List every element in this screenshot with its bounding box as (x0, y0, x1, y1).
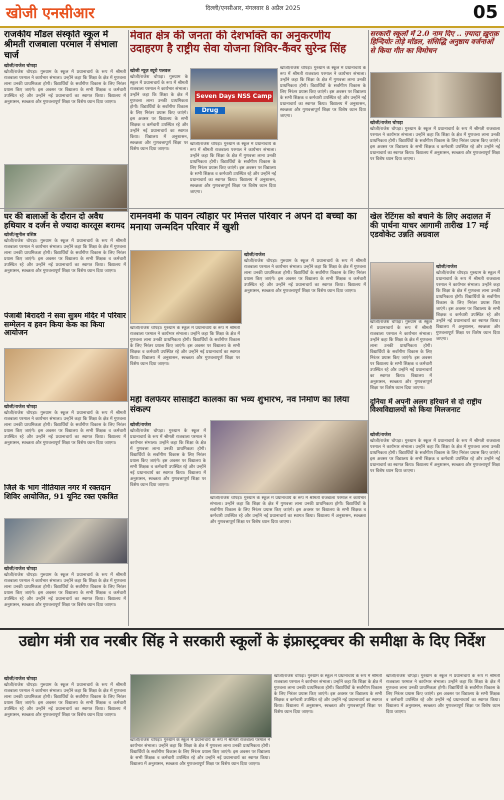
photo-nss-camp (190, 68, 278, 140)
article-song-release (370, 30, 500, 70)
masthead (0, 0, 504, 28)
body-text: खोजी/राजेश चोपड़ा। गुरुग्राम के स्कूल में प्रधानाचार्य के रूप में श्रीमती राजबाला परमाल ने कार्यभार संभाला। उन्होंने कहा कि शिक्षा के क्षेत्र में गुणवत्ता लाना उनकी प्राथमिकता होगी। विद्यार्थियों के सर्वांगीण विकास के लिए निरंतर प्रयास किए जाएंगे। इस अवसर पर विद्यालय के सभी शिक्षक व कर्मचारी उपस्थित रहे और उन्होंने नई प्रधानाचार्य का स्वागत किया। विद्यालय में अनुशासन, स्वच्छता और गुणवत्तापूर्ण शिक्षा पर विशेष ध्यान दिया जाएगा। (4, 683, 126, 718)
byline: खोजी न्यूज़ ब्यूरो पलवल (130, 69, 171, 74)
photo-school (4, 164, 128, 212)
article-minister-text-right (386, 674, 500, 796)
body-text: खोजी/राजेश चोपड़ा। गुरुग्राम के स्कूल में प्रधानाचार्य के रूप में श्रीमती राजबाला परमाल ने कार्यभार संभाला। उन्होंने कहा कि शिक्षा के क्षेत्र में गुणवत्ता लाना उनकी प्राथमिकता होगी। विद्यार्थियों के सर्वांगीण विकास के लिए निरंतर प्रयास किए जाएंगे। इस अवसर पर विद्यालय के सभी शिक्षक व कर्मचारी उपस्थित रहे और उन्होंने नई प्रधानाचार्य का स्वागत किया। विद्यालय में अनुशासन, स्वच्छता और गुणवत्तापूर्ण शिक्षा पर विशेष ध्यान दिया जाएगा। (4, 239, 126, 275)
banner-sub: Drug (195, 107, 225, 114)
headline: उद्योग मंत्री राव नरबीर सिंह ने सरकारी स्कूलों के इंफ्रास्ट्रक्चर की समीक्षा के दिए निर्देश (18, 632, 486, 650)
article-ramnavami-text (244, 250, 366, 392)
body-text: खोजी/राजेश चोपड़ा। गुरुग्राम के स्कूल में प्रधानाचार्य के रूप में श्रीमती राजबाला परमाल ने कार्यभार संभाला। उन्होंने कहा कि शिक्षा के क्षेत्र में गुणवत्ता लाना उनकी प्राथमिकता होगी। विद्यार्थियों के सर्वांगीण विकास के लिए निरंतर प्रयास किए जाएंगे। इस अवसर पर विद्यालय के सभी शिक्षक व कर्मचारी उपस्थित रहे और उन्होंने नई प्रधानाचार्य का स्वागत किया। विद्यालय में अनुशासन, स्वच्छता और गुणवत्तापूर्ण शिक्षा पर विशेष ध्यान दिया जाएगा। (210, 496, 366, 525)
article-minister-text-left (4, 674, 126, 796)
article-ramnavami-text-2 (130, 326, 240, 392)
article-weapons-recovered (4, 212, 126, 312)
photo-punjabi-community (4, 348, 128, 402)
headline: खेल रेटिंगस को बचाने के लिए अदालत में की पार्थना याचर आगामी तारीख 17 मई एडवोकेट उन्नति अग्रवाल (370, 212, 491, 240)
headline: घर की बालाओं के दौरान दो अवैध हथियार व दर्जन से ज्यादा कारतूस बरामद (4, 212, 125, 231)
photo-blood-donation (4, 518, 128, 564)
byline: खोजी/राजेश चोपड़ा (4, 677, 37, 682)
body-text: खोजी/राजेश चोपड़ा। गुरुग्राम के स्कूल में प्रधानाचार्य के रूप में श्रीमती राजबाला परमाल ने कार्यभार संभाला। उन्होंने कहा कि शिक्षा के क्षेत्र में गुणवत्ता लाना उनकी प्राथमिकता होगी। विद्यार्थियों के सर्वांगीण विकास के लिए निरंतर प्रयास किए जाएंगे। इस अवसर पर विद्यालय के सभी शिक्षक व कर्मचारी उपस्थित रहे और उन्होंने नई प्रधानाचार्य का स्वागत किया। विद्यालय में अनुशासन, स्वच्छता और गुणवत्तापूर्ण शिक्षा पर विशेष ध्यान दिया जाएगा। (244, 259, 366, 294)
article-nss-camp (130, 30, 366, 66)
article-welfare-text-2 (210, 496, 366, 626)
article-punjabi-text (4, 402, 126, 482)
article-court-text (436, 262, 500, 394)
body-text: खोजी/राजेश चोपड़ा। गुरुग्राम के स्कूल में प्रधानाचार्य के रूप में श्रीमती राजबाला परमाल ने कार्यभार संभाला। उन्होंने कहा कि शिक्षा के क्षेत्र में गुणवत्ता लाना उनकी प्राथमिकता होगी। विद्यार्थियों के सर्वांगीण विकास के लिए निरंतर प्रयास किए जाएंगे। इस अवसर पर विद्यालय के सभी शिक्षक व कर्मचारी उपस्थित रहे और उन्होंने नई प्रधानाचार्य का स्वागत किया। विद्यालय में अनुशासन, स्वच्छता और गुणवत्तापूर्ण शिक्षा पर विशेष ध्यान दिया जाएगा। (130, 429, 206, 488)
article-universities-text (370, 430, 500, 626)
byline: खोजी/राजेश (244, 253, 265, 258)
body-text: खोजी/राजेश चोपड़ा। गुरुग्राम के स्कूल में प्रधानाचार्य के रूप में श्रीमती राजबाला परमाल ने कार्यभार संभाला। उन्होंने कहा कि शिक्षा के क्षेत्र में गुणवत्ता लाना उनकी प्राथमिकता होगी। विद्यार्थियों के सर्वांगीण विकास के लिए निरंतर प्रयास किए जाएंगे। इस अवसर पर विद्यालय के सभी शिक्षक व कर्मचारी उपस्थित रहे और उन्होंने नई प्रधानाचार्य का स्वागत किया। विद्यालय में अनुशासन, स्वच्छता और गुणवत्तापूर्ण शिक्षा पर विशेष ध्यान दिया जाएगा। (370, 320, 432, 391)
column-divider (128, 30, 129, 626)
byline: खोजी/राजेश चोपड़ा (4, 64, 37, 70)
article-nss-text-2 (280, 66, 366, 202)
headline: मही वेलफेयर सोसाईटी कालका का भव्य शुभारंभ, नव निर्माण का लिया संकल्प (130, 396, 350, 415)
headline: राजकीय मॉडल संस्कृति स्कूल में श्रीमती राजबाला परमाल ने संभाला चार्ज (4, 30, 118, 61)
article-court (370, 212, 500, 260)
headline: जिले के भाग नीतियाल नगर में रक्तदान शिविर आयोजित, 91 यूनिट रक्त एकत्रित (4, 484, 118, 501)
body-text: खोजी/राजेश चोपड़ा। गुरुग्राम के स्कूल में प्रधानाचार्य के रूप में श्रीमती राजबाला परमाल ने कार्यभार संभाला। उन्होंने कहा कि शिक्षा के क्षेत्र में गुणवत्ता लाना उनकी प्राथमिकता होगी। विद्यार्थियों के सर्वांगीण विकास के लिए निरंतर प्रयास किए जाएंगे। इस अवसर पर विद्यालय के सभी शिक्षक व कर्मचारी उपस्थित रहे और उन्होंने नई प्रधानाचार्य का स्वागत किया। विद्यालय में अनुशासन, स्वच्छता और गुणवत्तापूर्ण शिक्षा पर विशेष ध्यान दिया जाएगा। (4, 573, 126, 608)
page-number: 05 (472, 2, 498, 23)
byline: खोजी/राजेश चोपड़ा (4, 405, 37, 410)
article-blood-text (4, 564, 126, 626)
article-minister-text-mid (274, 674, 382, 796)
body-text: खोजी/राजेश चोपड़ा। गुरुग्राम के स्कूल में प्रधानाचार्य के रूप में श्रीमती राजबाला परमाल ने कार्यभार संभाला। उन्होंने कहा कि शिक्षा के क्षेत्र में गुणवत्ता लाना उनकी प्राथमिकता होगी। विद्यार्थियों के सर्वांगीण विकास के लिए निरंतर प्रयास किए जाएंगे। इस अवसर पर विद्यालय के सभी शिक्षक व कर्मचारी उपस्थित रहे और उन्होंने नई प्रधानाचार्य का स्वागत किया। विद्यालय में अनुशासन, स्वच्छता और गुणवत्तापूर्ण शिक्षा पर विशेष ध्यान दिया जाएगा। (130, 75, 188, 152)
body-text: खोजी/राजेश चोपड़ा। गुरुग्राम के स्कूल में प्रधानाचार्य के रूप में श्रीमती राजबाला परमाल ने कार्यभार संभाला। उन्होंने कहा कि शिक्षा के क्षेत्र में गुणवत्ता लाना उनकी प्राथमिकता होगी। विद्यार्थियों के सर्वांगीण विकास के लिए निरंतर प्रयास किए जाएंगे। इस अवसर पर विद्यालय के सभी शिक्षक व कर्मचारी उपस्थित रहे और उन्होंने नई प्रधानाचार्य का स्वागत किया। विद्यालय में अनुशासन, स्वच्छता और गुणवत्तापूर्ण शिक्षा पर विशेष ध्यान दिया जाएगा। (370, 439, 500, 474)
headline: दुनिया में अपनी अलग हरियाने से दो राष्ट्रीय विश्वविद्यालयों को किया मिलजनाट (370, 398, 482, 415)
byline: खोजी/राजेश (436, 265, 457, 270)
article-nss-text-3 (190, 142, 276, 202)
photo-ramnavami (130, 250, 242, 324)
article-ramnavami (130, 212, 366, 248)
issue-date: दिल्ली/एनसीआर, मंगलवार 8 अप्रैल 2025 (205, 5, 301, 12)
body-text: खोजी/राजेश चोपड़ा। गुरुग्राम के स्कूल में प्रधानाचार्य के रूप में श्रीमती राजबाला परमाल ने कार्यभार संभाला। उन्होंने कहा कि शिक्षा के क्षेत्र में गुणवत्ता लाना उनकी प्राथमिकता होगी। विद्यार्थियों के सर्वांगीण विकास के लिए निरंतर प्रयास किए जाएंगे। इस अवसर पर विद्यालय के सभी शिक्षक व कर्मचारी उपस्थित रहे और उन्होंने नई प्रधानाचार्य का स्वागत किया। विद्यालय में अनुशासन, स्वच्छता और गुणवत्तापूर्ण शिक्षा पर विशेष ध्यान दिया जाएगा। (130, 326, 240, 367)
headline: पंजाबी बिरादरी ने सवा सुत्रम मंदिर में परिवार सम्मेलन व हवन किया केक का किया आयोजन (4, 312, 126, 338)
photo-song-release (370, 72, 502, 118)
body-text: खोजी/राजेश चोपड़ा। गुरुग्राम के स्कूल में प्रधानाचार्य के रूप में श्रीमती राजबाला परमाल ने कार्यभार संभाला। उन्होंने कहा कि शिक्षा के क्षेत्र में गुणवत्ता लाना उनकी प्राथमिकता होगी। विद्यार्थियों के सर्वांगीण विकास के लिए निरंतर प्रयास किए जाएंगे। इस अवसर पर विद्यालय के सभी शिक्षक व कर्मचारी उपस्थित रहे और उन्होंने नई प्रधानाचार्य का स्वागत किया। विद्यालय में अनुशासन, स्वच्छता और गुणवत्तापूर्ण शिक्षा पर विशेष ध्यान दिया जाएगा। (130, 738, 270, 767)
article-song-text (370, 118, 500, 210)
byline: खोजी/राजेश (130, 423, 151, 428)
body-text: खोजी/राजेश चोपड़ा। गुरुग्राम के स्कूल में प्रधानाचार्य के रूप में श्रीमती राजबाला परमाल ने कार्यभार संभाला। उन्होंने कहा कि शिक्षा के क्षेत्र में गुणवत्ता लाना उनकी प्राथमिकता होगी। विद्यार्थियों के सर्वांगीण विकास के लिए निरंतर प्रयास किए जाएंगे। इस अवसर पर विद्यालय के सभी शिक्षक व कर्मचारी उपस्थित रहे और उन्होंने नई प्रधानाचार्य का स्वागत किया। विद्यालय में अनुशासन, स्वच्छता और गुणवत्तापूर्ण शिक्षा पर विशेष ध्यान दिया जाएगा। (280, 66, 366, 119)
article-nss-text (130, 66, 188, 202)
byline: खोजी/सुनील वशिष्ठ (4, 233, 37, 239)
headline: मेवात क्षेत्र की जनता की देशभक्ति का अनुकरणीय उदाहरण है राष्ट्रीय सेवा योजना शिविर-कैंवर सुरेन्द्र सिंह (130, 30, 347, 55)
headline: रामनवमी के पावन त्यौहार पर मित्तल परिवार ने अपने दो बच्चों का मनाया जन्मदिन परिवार में खुशी (130, 212, 357, 233)
body-text: खोजी/राजेश चोपड़ा। गुरुग्राम के स्कूल में प्रधानाचार्य के रूप में श्रीमती राजबाला परमाल ने कार्यभार संभाला। उन्होंने कहा कि शिक्षा के क्षेत्र में गुणवत्ता लाना उनकी प्राथमिकता होगी। विद्यार्थियों के सर्वांगीण विकास के लिए निरंतर प्रयास किए जाएंगे। इस अवसर पर विद्यालय के सभी शिक्षक व कर्मचारी उपस्थित रहे और उन्होंने नई प्रधानाचार्य का स्वागत किया। विद्यालय में अनुशासन, स्वच्छता और गुणवत्तापूर्ण शिक्षा पर विशेष ध्यान दिया जाएगा। (4, 411, 126, 446)
photo-welfare-society (210, 420, 368, 494)
byline: खोजी/राजेश चोपड़ा (4, 567, 37, 572)
column-divider (368, 30, 369, 626)
divider (0, 208, 504, 209)
article-welfare-text (130, 420, 206, 626)
body-text: खोजी/राजेश चोपड़ा। गुरुग्राम के स्कूल में प्रधानाचार्य के रूप में श्रीमती राजबाला परमाल ने कार्यभार संभाला। उन्होंने कहा कि शिक्षा के क्षेत्र में गुणवत्ता लाना उनकी प्राथमिकता होगी। विद्यार्थियों के सर्वांगीण विकास के लिए निरंतर प्रयास किए जाएंगे। इस अवसर पर विद्यालय के सभी शिक्षक व कर्मचारी उपस्थित रहे और उन्होंने नई प्रधानाचार्य का स्वागत किया। विद्यालय में अनुशासन, स्वच्छता और गुणवत्तापूर्ण शिक्षा पर विशेष ध्यान दिया जाएगा। (370, 127, 500, 162)
article-universities (370, 398, 500, 428)
body-text: खोजी/राजेश चोपड़ा। गुरुग्राम के स्कूल में प्रधानाचार्य के रूप में श्रीमती राजबाला परमाल ने कार्यभार संभाला। उन्होंने कहा कि शिक्षा के क्षेत्र में गुणवत्ता लाना उनकी प्राथमिकता होगी। विद्यार्थियों के सर्वांगीण विकास के लिए निरंतर प्रयास किए जाएंगे। इस अवसर पर विद्यालय के सभी शिक्षक व कर्मचारी उपस्थित रहे और उन्होंने नई प्रधानाचार्य का स्वागत किया। विद्यालय में अनुशासन, स्वच्छता और गुणवत्तापूर्ण शिक्षा पर विशेष ध्यान दिया जाएगा। (436, 271, 500, 342)
byline: खोजी/राजेश चोपड़ा (370, 121, 403, 126)
byline: खोजी/राजेश (370, 433, 391, 438)
newspaper-title: खोजी एनसीआर (6, 4, 95, 22)
article-punjabi-community (4, 312, 126, 346)
body-text: खोजी/राजेश चोपड़ा। गुरुग्राम के स्कूल में प्रधानाचार्य के रूप में श्रीमती राजबाला परमाल ने कार्यभार संभाला। उन्होंने कहा कि शिक्षा के क्षेत्र में गुणवत्ता लाना उनकी प्राथमिकता होगी। विद्यार्थियों के सर्वांगीण विकास के लिए निरंतर प्रयास किए जाएंगे। इस अवसर पर विद्यालय के सभी शिक्षक व कर्मचारी उपस्थित रहे और उन्होंने नई प्रधानाचार्य का स्वागत किया। विद्यालय में अनुशासन, स्वच्छता और गुणवत्तापूर्ण शिक्षा पर विशेष ध्यान दिया जाएगा। (274, 674, 382, 715)
article-court-text-2 (370, 320, 432, 394)
photo-industry-minister (130, 674, 272, 738)
body-text: खोजी/राजेश चोपड़ा। गुरुग्राम के स्कूल में प्रधानाचार्य के रूप में श्रीमती राजबाला परमाल ने कार्यभार संभाला। उन्होंने कहा कि शिक्षा के क्षेत्र में गुणवत्ता लाना उनकी प्राथमिकता होगी। विद्यार्थियों के सर्वांगीण विकास के लिए निरंतर प्रयास किए जाएंगे। इस अवसर पर विद्यालय के सभी शिक्षक व कर्मचारी उपस्थित रहे और उन्होंने नई प्रधानाचार्य का स्वागत किया। विद्यालय में अनुशासन, स्वच्छता और गुणवत्तापूर्ण शिक्षा पर विशेष ध्यान दिया जाएगा। (190, 142, 276, 195)
article-minister-text (130, 738, 270, 796)
article-blood-donation (4, 484, 126, 516)
banner-caption: Seven Days NSS Camp (196, 93, 272, 100)
body-text: खोजी/राजेश चोपड़ा। गुरुग्राम के स्कूल में प्रधानाचार्य के रूप में श्रीमती राजबाला परमाल ने कार्यभार संभाला। उन्होंने कहा कि शिक्षा के क्षेत्र में गुणवत्ता लाना उनकी प्राथमिकता होगी। विद्यार्थियों के सर्वांगीण विकास के लिए निरंतर प्रयास किए जाएंगे। इस अवसर पर विद्यालय के सभी शिक्षक व कर्मचारी उपस्थित रहे और उन्होंने नई प्रधानाचार्य का स्वागत किया। विद्यालय में अनुशासन, स्वच्छता और गुणवत्तापूर्ण शिक्षा पर विशेष ध्यान दिया जाएगा। (4, 70, 126, 106)
headline: सरकारी स्कूलों में 2.0 नाम दिए .. ज़्यादा ख़ुराक़ हिन्दियोत्‍ तोड़े माॅडल, संसिद्धि अनुष्ठाय वर्जनाओं से किया गीत का विमोचन (370, 30, 499, 55)
photo-court (370, 262, 434, 320)
article-industry-minister (0, 628, 504, 672)
article-welfare-society (130, 396, 366, 416)
body-text: खोजी/राजेश चोपड़ा। गुरुग्राम के स्कूल में प्रधानाचार्य के रूप में श्रीमती राजबाला परमाल ने कार्यभार संभाला। उन्होंने कहा कि शिक्षा के क्षेत्र में गुणवत्ता लाना उनकी प्राथमिकता होगी। विद्यार्थियों के सर्वांगीण विकास के लिए निरंतर प्रयास किए जाएंगे। इस अवसर पर विद्यालय के सभी शिक्षक व कर्मचारी उपस्थित रहे और उन्होंने नई प्रधानाचार्य का स्वागत किया। विद्यालय में अनुशासन, स्वच्छता और गुणवत्तापूर्ण शिक्षा पर विशेष ध्यान दिया जाएगा। (386, 674, 500, 715)
